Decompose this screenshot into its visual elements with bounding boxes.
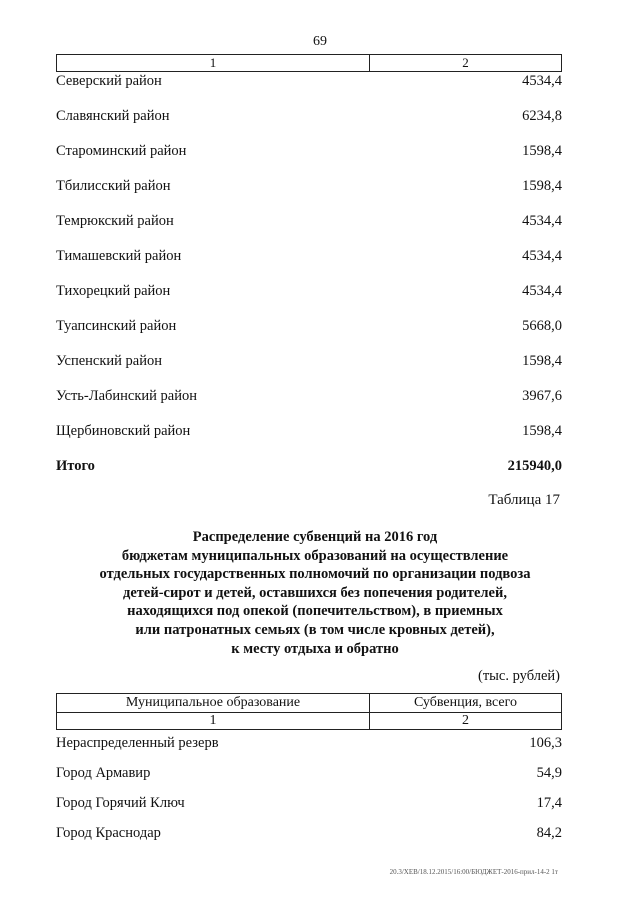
district-name: Славянский район	[56, 108, 170, 124]
district-name: Староминский район	[56, 143, 187, 159]
table-row	[56, 795, 562, 815]
subvention-value: 1598,4	[522, 423, 562, 439]
district-name: Тихорецкий район	[56, 283, 171, 299]
table-row	[56, 825, 562, 845]
table-row	[56, 735, 562, 755]
subvention-value: 5668,0	[522, 318, 562, 334]
table-row	[56, 178, 562, 198]
subvention-value: 17,4	[536, 795, 562, 811]
table-row	[56, 283, 562, 303]
table1-header	[56, 54, 562, 72]
municipality-name: Город Краснодар	[56, 825, 161, 841]
district-name: Успенский район	[56, 353, 162, 369]
units-label: (тыс. рублей)	[478, 668, 560, 684]
subvention-value: 4534,4	[522, 248, 562, 264]
title-line: Распределение субвенций на 2016 год	[192, 529, 438, 545]
col-number-1: 1	[57, 713, 370, 730]
col-header-subvention: Субвенция, всего	[370, 694, 562, 713]
municipality-name: Город Армавир	[56, 765, 151, 781]
total-label: Итого	[56, 458, 95, 474]
district-name: Туапсинский район	[56, 318, 177, 334]
table1-col1-number: 1	[57, 55, 370, 72]
table-row	[56, 143, 562, 163]
table-title	[80, 528, 550, 658]
district-name: Усть-Лабинский район	[56, 388, 197, 404]
subvention-value: 1598,4	[522, 143, 562, 159]
total-row	[56, 458, 562, 478]
subvention-value: 6234,8	[522, 108, 562, 124]
table2-header	[56, 693, 562, 730]
subvention-value: 106,3	[529, 735, 562, 751]
table-row	[56, 318, 562, 338]
table-row	[56, 213, 562, 233]
subvention-value: 1598,4	[522, 353, 562, 369]
col-number-2: 2	[370, 713, 562, 730]
municipality-name: Город Горячий Ключ	[56, 795, 185, 811]
col-header-municipality: Муниципальное образование	[57, 694, 370, 713]
table-row	[56, 73, 562, 93]
district-name: Темрюкский район	[56, 213, 174, 229]
subvention-value: 4534,4	[522, 283, 562, 299]
title-line: или патронатных семьях (в том числе кровных детей),	[135, 621, 495, 638]
district-name: Щербиновский район	[56, 423, 191, 439]
municipality-name: Нераспределенный резерв	[56, 735, 219, 751]
district-name: Тбилисский район	[56, 178, 171, 194]
total-value: 215940,0	[507, 458, 562, 474]
subvention-value: 54,9	[536, 765, 562, 781]
table-row	[56, 388, 562, 408]
title-line: бюджетам муниципальных образований на осуществление	[121, 547, 509, 564]
table-row	[56, 248, 562, 268]
table-row	[56, 423, 562, 443]
subvention-value: 4534,4	[522, 213, 562, 229]
district-name: Северский район	[56, 73, 162, 89]
table-row	[56, 765, 562, 785]
footer-file-stamp: 20.3/ХЕВ/18.12.2015/16:00/БЮДЖЕТ-2016-прил-14-2 1т	[389, 868, 558, 876]
title-line: детей-сирот и детей, оставшихся без попечения родителей,	[123, 584, 507, 601]
subvention-value: 84,2	[536, 825, 562, 841]
table1-col2-number: 2	[370, 55, 562, 72]
title-line: отдельных государственных полномочий по организации подвоза	[99, 566, 531, 583]
table-number-label: Таблица 17	[488, 492, 560, 508]
table-row	[56, 108, 562, 128]
page-number: 69	[313, 34, 327, 49]
subvention-value: 1598,4	[522, 178, 562, 194]
table-row	[56, 353, 562, 373]
district-name: Тимашевский район	[56, 248, 182, 264]
subvention-value: 3967,6	[522, 388, 562, 404]
title-line: к месту отдыха и обратно	[231, 640, 399, 657]
title-line: находящихся под опекой (попечительством), в приемных	[127, 603, 503, 620]
subvention-value: 4534,4	[522, 73, 562, 89]
